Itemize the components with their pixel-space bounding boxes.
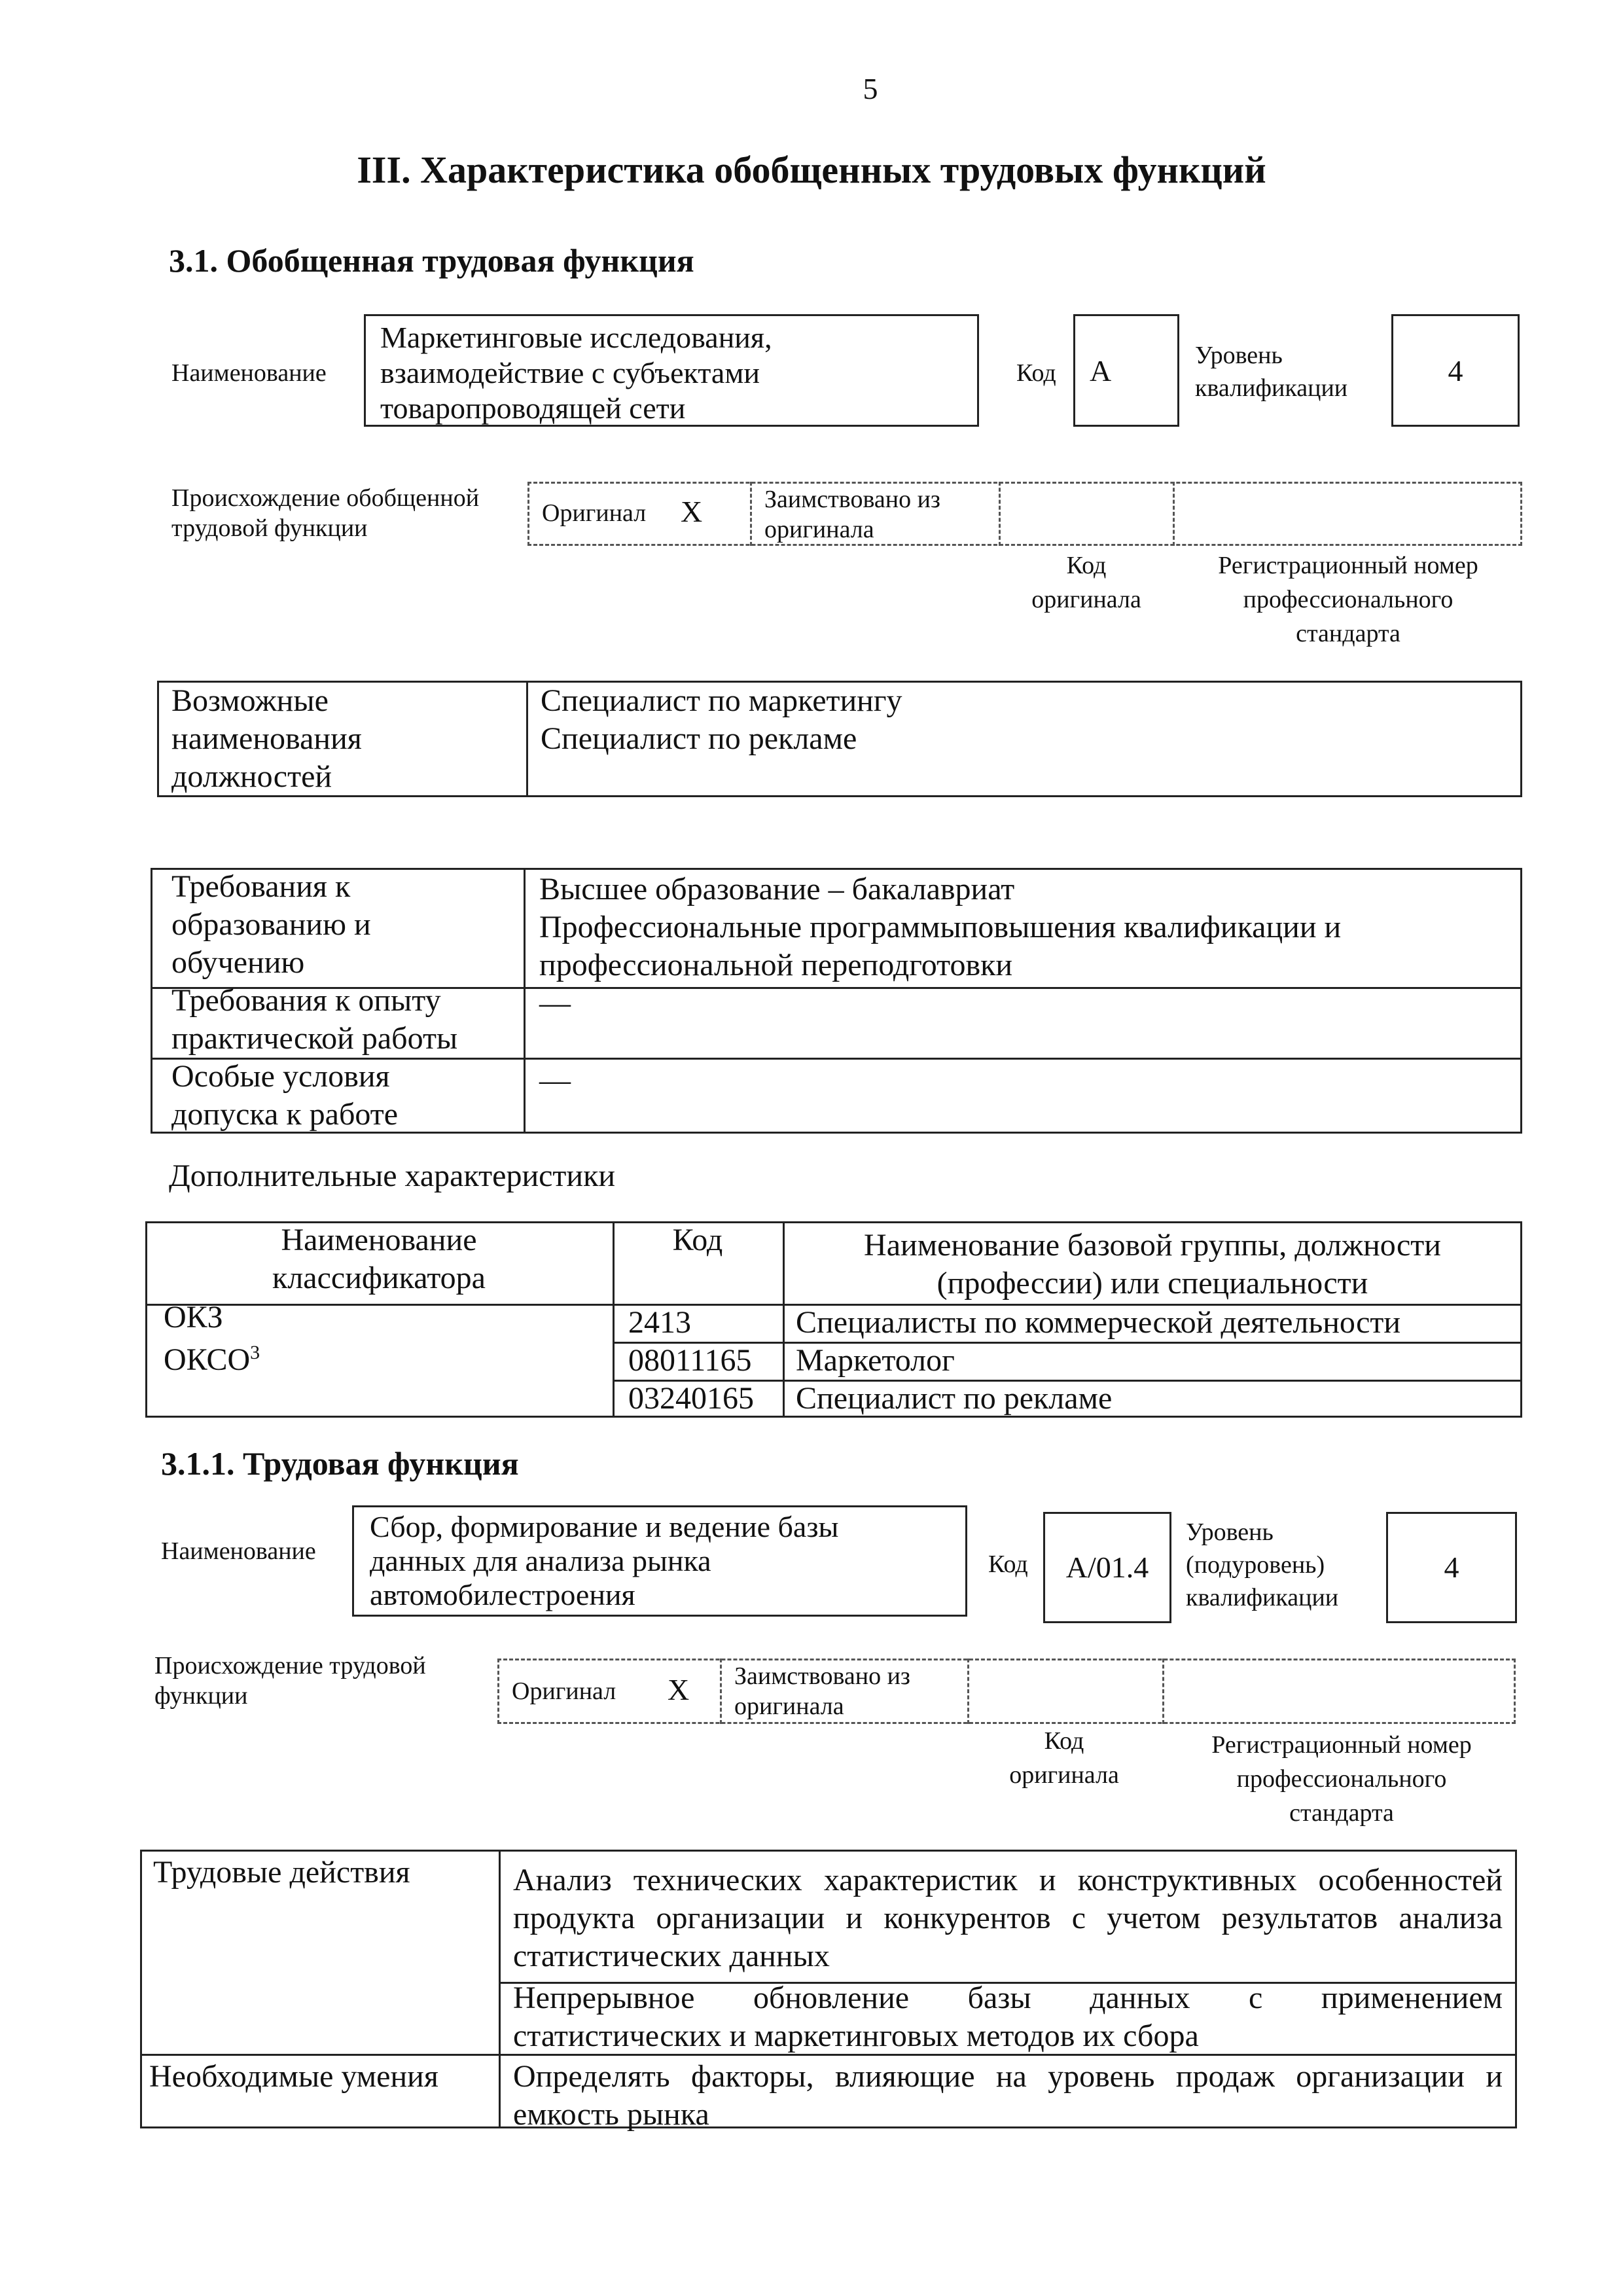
req-education-label: Требования к образованию и обучению: [171, 869, 371, 980]
req-conditions-label: Особые условия допуска к работе: [171, 1059, 399, 1132]
divider: [499, 1850, 501, 2128]
extra-header-name: Наименование базовой группы, должности (профессии) или специальности: [864, 1228, 1441, 1300]
extra-header-code: Код: [672, 1223, 723, 1257]
divider: [720, 1659, 722, 1724]
section-title: III. Характеристика обобщенных трудовых функций: [357, 149, 1266, 191]
tf-origin-box: [497, 1659, 1516, 1724]
extra-header-classifier: Наименование классификатора: [272, 1223, 486, 1295]
gtf-original-mark: X: [681, 495, 703, 528]
divider: [526, 681, 528, 797]
tf-code-label: Код: [988, 1551, 1028, 1578]
gtf-origin-box: [527, 482, 1522, 546]
positions-list: [541, 682, 902, 758]
divider: [967, 1659, 969, 1724]
gtf-level-box: [1391, 314, 1520, 427]
extra-row-name: Специалист по рекламе: [796, 1381, 1113, 1416]
tf-heading: 3.1.1. Трудовая функция: [161, 1445, 519, 1482]
divider: [1162, 1659, 1164, 1724]
extra-row-name: Маркетолог: [796, 1343, 955, 1378]
page-number: 5: [863, 72, 878, 105]
tf-name-box: [352, 1505, 967, 1617]
gtf-code-label: Код: [1016, 359, 1056, 387]
tf-reg-number-caption: Регистрационный номер профессионального стандарта: [1211, 1731, 1472, 1827]
gtf-origin-label: Происхождение обобщенной трудовой функции: [171, 484, 480, 542]
tf-code-original-caption: Код оригинала: [1009, 1727, 1119, 1789]
tf-level-label: Уровень (подуровень) квалификации: [1186, 1518, 1339, 1611]
position-item: Специалист по маркетингу: [541, 683, 902, 718]
tf-level-value: 4: [1444, 1551, 1459, 1584]
positions-label: Возможные наименования должностей: [171, 683, 362, 794]
gtf-borrowed-label: Заимствовано из оригинала: [764, 486, 940, 543]
actions-label: Трудовые действия: [153, 1855, 410, 1890]
action-item: Непрерывное обновление базы данных с применением статистических и маркетинговых методов их сбора: [513, 1981, 1503, 2053]
extra-row-classifier: ОКЗ: [164, 1300, 223, 1335]
footnote-mark: 3: [250, 1342, 260, 1363]
tf-name-label: Наименование: [161, 1537, 316, 1565]
tf-original-label: Оригинал: [512, 1677, 616, 1705]
skills-label: Необходимые умения: [149, 2059, 438, 2094]
extra-row-classifier: ОКСО$^3$: [164, 1342, 260, 1377]
gtf-level-value: 4: [1448, 354, 1463, 387]
action-item: Анализ технических характеристик и конструктивных особенностей продукта организации и конкурентов с учетом результатов анализа статистических данных: [513, 1863, 1503, 1973]
gtf-code-value: A: [1090, 354, 1112, 387]
gtf-code-box: [1073, 314, 1179, 427]
req-conditions-value: —: [539, 1063, 571, 1098]
req-experience-label: Требования к опыту практической работы: [171, 983, 458, 1056]
divider: [750, 482, 752, 546]
divider: [524, 868, 526, 1134]
gtf-original-label: Оригинал: [542, 499, 647, 527]
tf-name-text: Сбор, формирование и ведение базы данных для анализа рынка автомобилестроения: [370, 1510, 839, 1611]
tf-original-mark: X: [668, 1673, 690, 1706]
req-experience-value: —: [539, 986, 571, 1020]
extra-row-code: 03240165: [628, 1381, 754, 1416]
extra-row-code: 2413: [628, 1305, 691, 1340]
req-education-value: Высшее образование – бакалавриат Профессиональные программыповышения квалификации и профессиональной переподготовки: [539, 872, 1342, 982]
tf-code-value: A/01.4: [1065, 1551, 1149, 1584]
gtf-name-label: Наименование: [171, 359, 327, 387]
divider: [999, 482, 1001, 546]
gtf-heading: 3.1. Обобщенная трудовая функция: [169, 242, 694, 279]
gtf-name-box: [364, 314, 979, 427]
tf-origin-label: Происхождение трудовой функции: [154, 1652, 426, 1710]
position-item: Специалист по рекламе: [541, 721, 857, 756]
extra-heading: Дополнительные характеристики: [169, 1158, 616, 1193]
extra-row-code: 08011165: [628, 1343, 752, 1378]
gtf-reg-number-caption: Регистрационный номер профессионального стандарта: [1218, 552, 1478, 647]
tf-level-box: [1386, 1512, 1517, 1623]
gtf-name-text: Маркетинговые исследования, взаимодействие с субъектами товаропроводящей сети: [380, 321, 772, 425]
gtf-code-original-caption: Код оригинала: [1031, 552, 1141, 613]
extra-row-name: Специалисты по коммерческой деятельности: [796, 1305, 1401, 1340]
tf-code-box: [1043, 1512, 1171, 1623]
divider: [1173, 482, 1175, 546]
gtf-level-label: Уровень квалификации: [1195, 342, 1348, 402]
skill-item: Определять факторы, влияющие на уровень продаж организации и емкость рынка: [513, 2059, 1503, 2132]
tf-borrowed-label: Заимствовано из оригинала: [734, 1662, 910, 1720]
